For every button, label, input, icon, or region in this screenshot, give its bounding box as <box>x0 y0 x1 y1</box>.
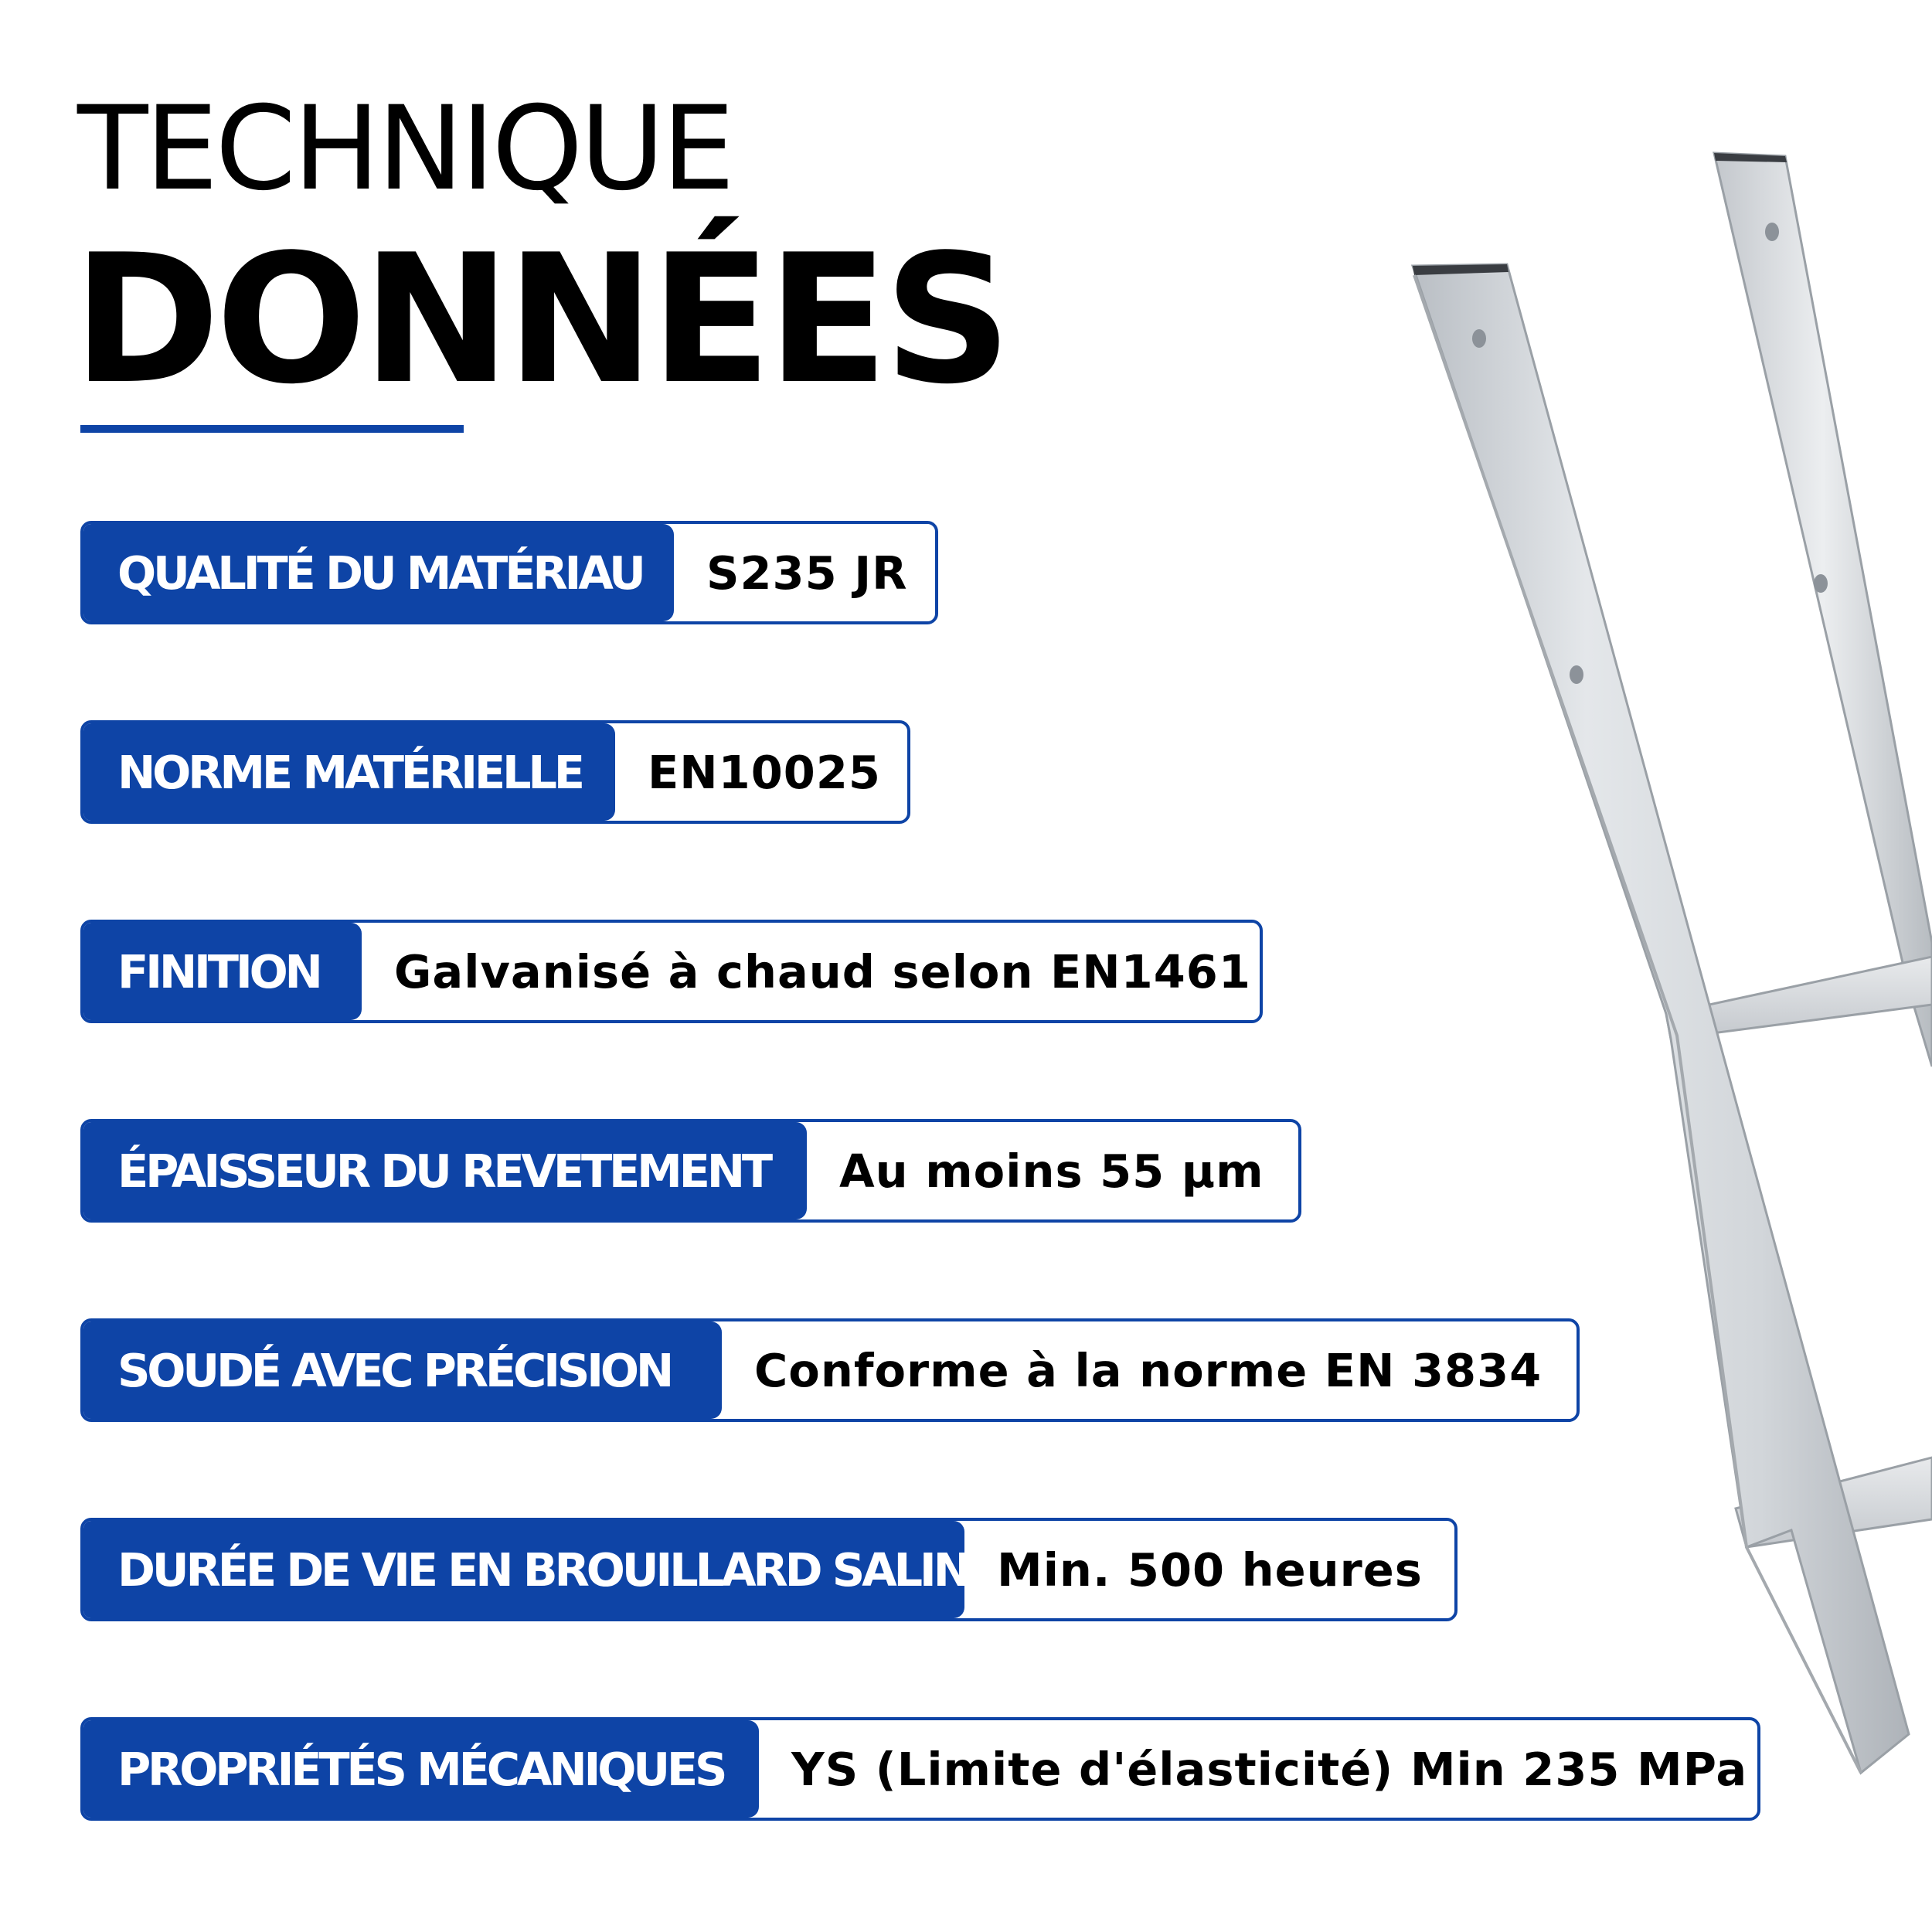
spec-row-precision-welded <box>80 1318 1580 1422</box>
title-donnees: DONNÉES <box>73 217 1008 423</box>
spec-label: ÉPAISSEUR DU REVETEMENT <box>83 1122 807 1219</box>
title-underline <box>80 425 464 433</box>
spec-label: DURÉE DE VIE EN BROUILLARD SALIN <box>83 1521 964 1618</box>
spec-label: QUALITÉ DU MATÉRIAU <box>83 524 674 621</box>
spec-value: Au moins 55 µm <box>839 1144 1264 1198</box>
h-post-anchor-image <box>1383 131 1932 1777</box>
spec-row-finish <box>80 920 1263 1023</box>
spec-value: YS (Limite d'élasticité) Min 235 MPa <box>791 1742 1748 1796</box>
spec-row-material-quality <box>80 521 938 624</box>
spec-value: EN10025 <box>648 745 881 799</box>
spec-label: FINITION <box>83 923 362 1020</box>
spec-label: NORME MATÉRIELLE <box>83 723 615 821</box>
spec-value: Min. 500 heures <box>997 1543 1423 1597</box>
spec-label: SOUDÉ AVEC PRÉCISION <box>83 1321 722 1419</box>
spec-row-material-standard <box>80 720 910 824</box>
spec-value: Galvanisé à chaud selon EN1461 <box>394 944 1251 998</box>
spec-value: Conforme à la norme EN 3834 <box>754 1343 1543 1397</box>
spec-label: PROPRIÉTÉS MÉCANIQUES <box>83 1720 759 1818</box>
spec-value: S235 JR <box>706 546 908 600</box>
title-technique: TECHNIQUE <box>77 82 733 216</box>
spec-row-coating-thickness <box>80 1119 1301 1223</box>
spec-row-salt-spray-life <box>80 1518 1458 1621</box>
